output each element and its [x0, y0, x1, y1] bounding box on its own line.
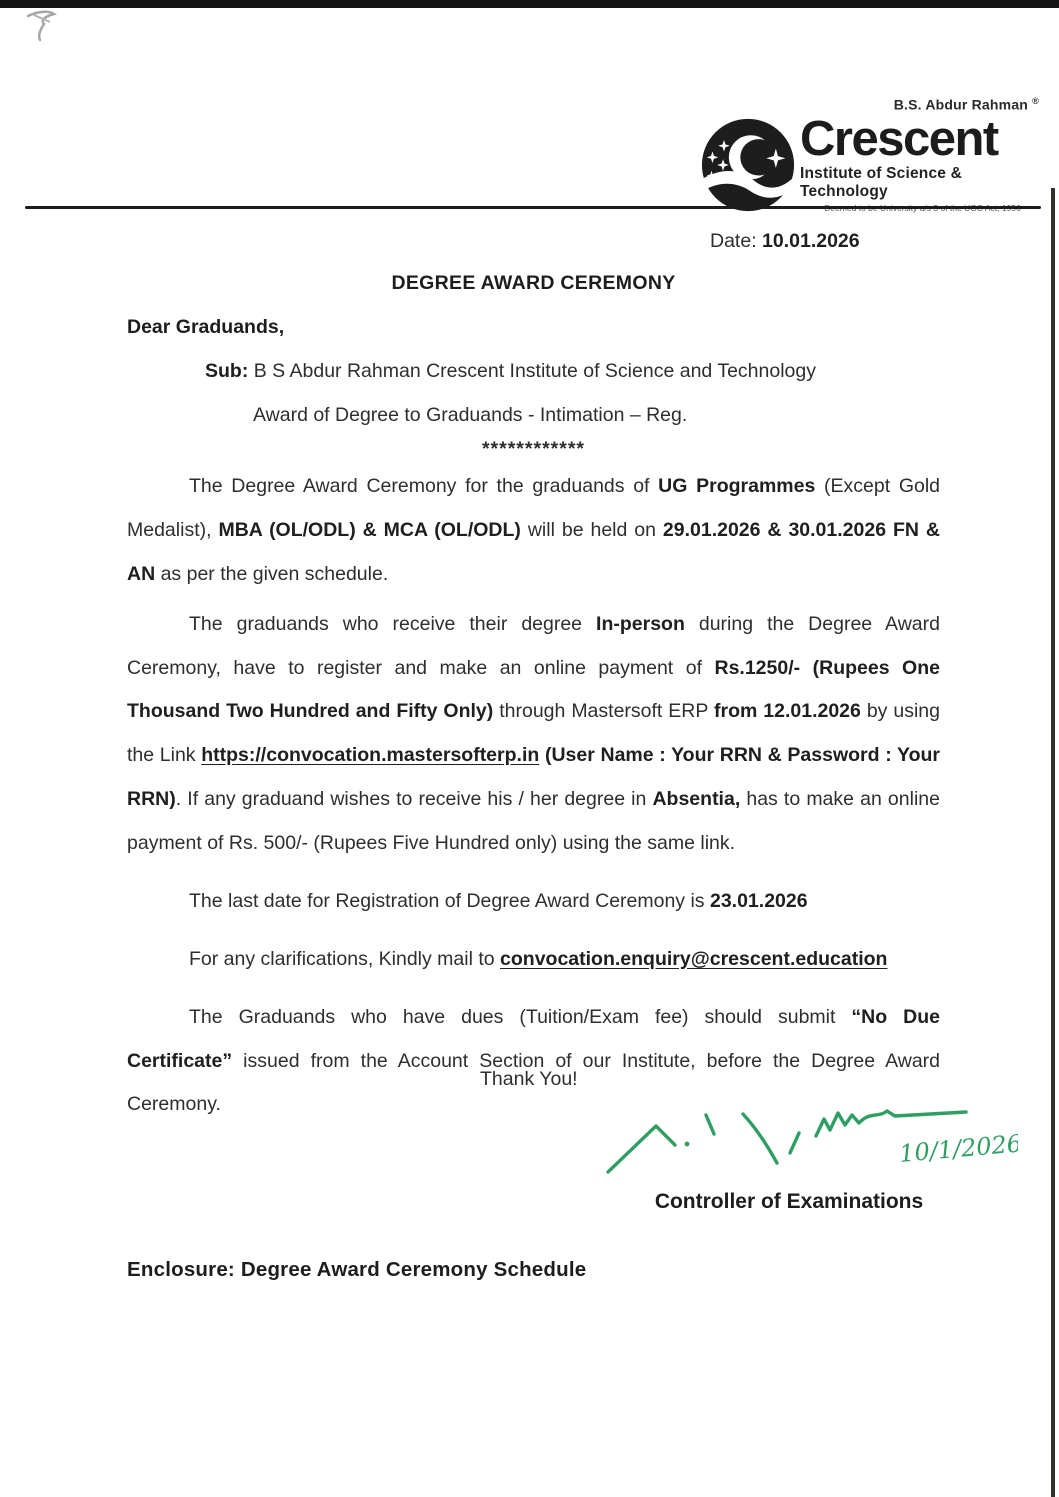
date-label: Date:: [710, 230, 757, 252]
letter-title: DEGREE AWARD CEREMONY: [391, 272, 676, 294]
signature-handwritten-date: 10/1/2026: [898, 1129, 1018, 1168]
letterhead: [700, 96, 1045, 213]
brand-owner-name: B.S. Abdur Rahman: [893, 96, 1029, 113]
paragraph-registration-payment: The graduands who receive their degree In-person during the Degree Award Ceremony, have to register and make an online payment of Rs.1250/- (Rupees One Thousand Two Hundred and Fifty Only) through Mastersoft ERP from 12.01.2026 by using the Link https://convocation.mastersofterp.in (User Name : Your RRN & Password : Your RRN). If any graduand wishes to receive his / her degree in Absentia, has to make an online payment of Rs. 500/- (Rupees Five Hundred only) using the same link.: [127, 612, 941, 854]
salutation: Dear Graduands,: [127, 315, 285, 338]
signatory-title: Controller of Examinations: [654, 1190, 924, 1213]
brand-subtitle: Institute of Science & Technology: [800, 164, 963, 200]
letterhead-divider-rule: [25, 206, 1041, 209]
paragraph-ceremony-dates: The Degree Award Ceremony for the graduands of UG Programmes (Except Gold Medalist), MBA (OL/ODL) & MCA (OL/ODL) will be held on 29.01.2026 & 30.01.2026 FN & AN as per the given schedule.: [127, 475, 941, 585]
closing-thank-you: Thank You!: [480, 1068, 578, 1090]
brand-owner-text: [700, 96, 1045, 113]
enclosure-line: Enclosure: Degree Award Ceremony Schedule: [127, 1258, 587, 1281]
paragraph-clarifications: For any clarifications, Kindly mail to convocation.enquiry@crescent.education: [189, 947, 888, 970]
brand-wordmark: Crescent: [800, 111, 998, 166]
asterisk-separator: ************: [481, 437, 586, 460]
paragraph-last-date: The last date for Registration of Degree Award Ceremony is 23.01.2026: [189, 889, 808, 912]
scan-artifact-right-edge-line: [1051, 188, 1055, 1497]
date-value: 10.01.2026: [762, 230, 860, 252]
paragraph-no-due-certificate: The Graduands who have dues (Tuition/Exam fee) should submit “No Due Certificate” issued from the Account Section of our Institute, before the Degree Award Ceremony.: [127, 1005, 940, 1116]
subject-line-2: Award of Degree to Graduands - Intimation – Reg.: [253, 403, 688, 426]
inline-link[interactable]: https://convocation.mastersofterp.in: [201, 744, 540, 767]
subject-label: Sub:: [205, 359, 249, 382]
signature-block: [598, 1100, 1028, 1214]
signature-ink: [598, 1100, 1018, 1195]
scan-artifact-top-bar: [0, 0, 1059, 8]
subject-text-1: B S Abdur Rahman Crescent Institute of Science and Technology: [248, 359, 816, 382]
inline-link[interactable]: convocation.enquiry@crescent.education: [500, 947, 888, 970]
subject-line-1: [127, 350, 940, 394]
letter-body: [127, 232, 940, 1127]
crescent-moon-stars-icon: [700, 117, 796, 213]
scan-smudge-mark: [20, 6, 66, 46]
registered-trademark-symbol: ®: [1032, 96, 1039, 106]
